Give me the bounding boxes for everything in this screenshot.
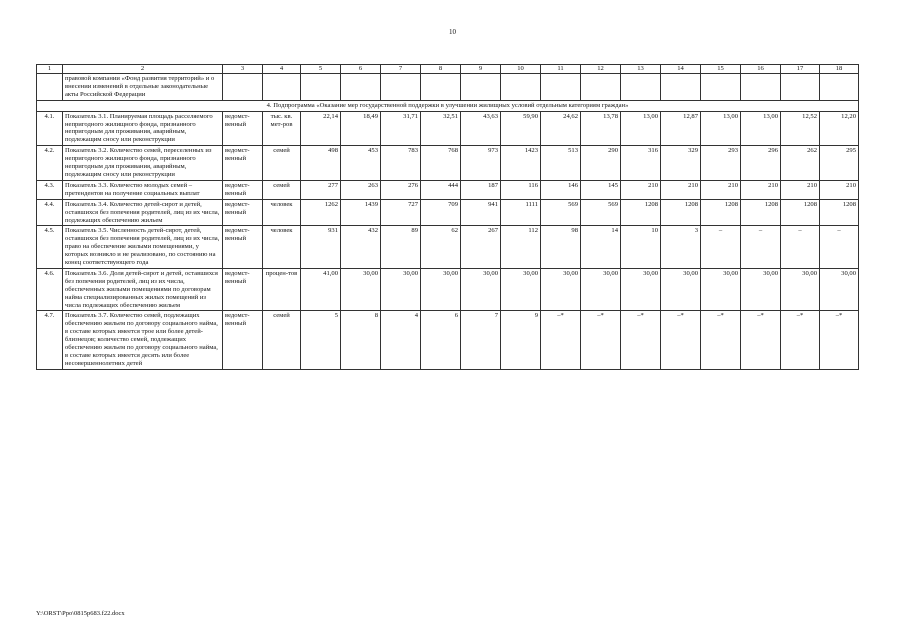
value-cell: –: [741, 226, 781, 269]
value-cell: 4: [381, 311, 421, 369]
value-cell: 709: [421, 199, 461, 226]
indicator-name: Показатель 3.4. Количество детей-сирот и детей, оставшихся без попечения родителей, лиц из их числа, подлежащих обеспечению жильем: [63, 199, 223, 226]
value-cell: 43,63: [461, 111, 501, 146]
value-cell: 14: [581, 226, 621, 269]
value-cell: 30,00: [621, 268, 661, 311]
value-cell: –: [781, 226, 820, 269]
value-cell: 30,00: [501, 268, 541, 311]
value-cell: 145: [581, 180, 621, 199]
indicator-name: Показатель 3.6. Доля детей-сирот и детей, оставшихся без попечения родителей, лиц из их числа, обеспеченных жилыми помещениями по договорам найма специализированных жилых помещений из числа подлежащих обеспечению жильем: [63, 268, 223, 311]
value-cell: 210: [741, 180, 781, 199]
indicator-unit: семей: [263, 311, 301, 369]
value-cell: 12,20: [820, 111, 859, 146]
value-cell: –*: [661, 311, 701, 369]
value-cell: 329: [661, 146, 701, 181]
value-cell: 30,00: [381, 268, 421, 311]
table-row: [37, 311, 859, 369]
value-cell: 1439: [341, 199, 381, 226]
value-cell: 1423: [501, 146, 541, 181]
value-cell: 931: [301, 226, 341, 269]
column-number: 11: [541, 65, 581, 74]
value-cell: 59,90: [501, 111, 541, 146]
empty-cell: [263, 74, 301, 101]
table-row: [37, 146, 859, 181]
value-cell: 262: [781, 146, 820, 181]
value-cell: 1208: [661, 199, 701, 226]
value-cell: 498: [301, 146, 341, 181]
indicator-name: Показатель 3.7. Количество семей, подлежащих обеспечению жильем по договору социального найма, в составе которых имеется трое или более детей-близнецов; количество семей, подлежащих обеспечению жильем по договору социального найма, в составе которых имеется десять или более несовершеннолетних детей: [63, 311, 223, 369]
value-cell: 30,00: [820, 268, 859, 311]
value-cell: 276: [381, 180, 421, 199]
column-number: 1: [37, 65, 63, 74]
indicator-name: Показатель 3.1. Планируемая площадь расселяемого непригодного жилищного фонда, признанного непригодным для проживания, аварийным, подлежащим сносу или реконструкции: [63, 111, 223, 146]
value-cell: 453: [341, 146, 381, 181]
table-row: [37, 199, 859, 226]
value-cell: 30,00: [741, 268, 781, 311]
row-id: 4.7.: [37, 311, 63, 369]
indicator-source: ведомст-венный: [223, 268, 263, 311]
column-number: 14: [661, 65, 701, 74]
column-number: 13: [621, 65, 661, 74]
column-number: 3: [223, 65, 263, 74]
value-cell: 1262: [301, 199, 341, 226]
value-cell: –*: [820, 311, 859, 369]
value-cell: 13,00: [741, 111, 781, 146]
value-cell: –*: [701, 311, 741, 369]
value-cell: 5: [301, 311, 341, 369]
column-number: 4: [263, 65, 301, 74]
value-cell: 277: [301, 180, 341, 199]
indicator-source: ведомст-венный: [223, 226, 263, 269]
value-cell: 263: [341, 180, 381, 199]
value-cell: 13,00: [701, 111, 741, 146]
empty-cell: [581, 74, 621, 101]
value-cell: 210: [661, 180, 701, 199]
value-cell: –*: [621, 311, 661, 369]
empty-cell: [541, 74, 581, 101]
continuation-row: [37, 74, 859, 101]
value-cell: 210: [701, 180, 741, 199]
value-cell: 210: [621, 180, 661, 199]
table-row: [37, 180, 859, 199]
column-number: 6: [341, 65, 381, 74]
indicator-name: Показатель 3.5. Численность детей-сирот, детей, оставшихся без попечения родителей, лиц из их числа, право на обеспечение жилыми помещениями, у которых возникло и не реализовано, по состоянию на конец соответствующего года: [63, 226, 223, 269]
row-id: 4.1.: [37, 111, 63, 146]
empty-cell: [223, 74, 263, 101]
column-number: 9: [461, 65, 501, 74]
value-cell: 8: [341, 311, 381, 369]
value-cell: 187: [461, 180, 501, 199]
empty-cell: [301, 74, 341, 101]
value-cell: 569: [581, 199, 621, 226]
value-cell: 7: [461, 311, 501, 369]
value-cell: –: [701, 226, 741, 269]
column-number-row: [37, 65, 859, 74]
column-number: 15: [701, 65, 741, 74]
table-row: [37, 268, 859, 311]
value-cell: 41,00: [301, 268, 341, 311]
value-cell: 89: [381, 226, 421, 269]
column-number: 8: [421, 65, 461, 74]
value-cell: 30,00: [421, 268, 461, 311]
value-cell: –*: [781, 311, 820, 369]
indicator-unit: человек: [263, 226, 301, 269]
value-cell: 1208: [820, 199, 859, 226]
empty-cell: [820, 74, 859, 101]
value-cell: 1208: [741, 199, 781, 226]
page-number: 10: [449, 28, 456, 36]
row-id: 4.6.: [37, 268, 63, 311]
column-number: 18: [820, 65, 859, 74]
value-cell: 32,51: [421, 111, 461, 146]
value-cell: 24,62: [541, 111, 581, 146]
indicator-unit: процен-тов: [263, 268, 301, 311]
column-number: 16: [741, 65, 781, 74]
value-cell: 13,78: [581, 111, 621, 146]
value-cell: –*: [581, 311, 621, 369]
value-cell: 1208: [621, 199, 661, 226]
value-cell: 12,87: [661, 111, 701, 146]
empty-cell: [621, 74, 661, 101]
value-cell: 146: [541, 180, 581, 199]
empty-cell: [381, 74, 421, 101]
value-cell: 6: [421, 311, 461, 369]
value-cell: 18,49: [341, 111, 381, 146]
value-cell: 10: [621, 226, 661, 269]
empty-cell: [461, 74, 501, 101]
value-cell: 210: [781, 180, 820, 199]
value-cell: 444: [421, 180, 461, 199]
value-cell: 267: [461, 226, 501, 269]
indicator-name: Показатель 3.2. Количество семей, переселенных из непригодного жилищного фонда, признанного непригодным для проживания, аварийным, подлежащим сносу или реконструкции: [63, 146, 223, 181]
indicator-unit: человек: [263, 199, 301, 226]
column-number: 7: [381, 65, 421, 74]
value-cell: 290: [581, 146, 621, 181]
indicator-source: ведомст-венный: [223, 311, 263, 369]
value-cell: 31,71: [381, 111, 421, 146]
empty-cell: [781, 74, 820, 101]
value-cell: 973: [461, 146, 501, 181]
value-cell: 62: [421, 226, 461, 269]
value-cell: 1208: [701, 199, 741, 226]
empty-cell: [661, 74, 701, 101]
value-cell: –*: [541, 311, 581, 369]
indicator-source: ведомст-венный: [223, 180, 263, 199]
indicator-unit: семей: [263, 180, 301, 199]
value-cell: 98: [541, 226, 581, 269]
value-cell: 768: [421, 146, 461, 181]
indicators-table: [36, 64, 859, 370]
value-cell: 293: [701, 146, 741, 181]
value-cell: 569: [541, 199, 581, 226]
section-row: [37, 100, 859, 111]
column-number: 17: [781, 65, 820, 74]
indicator-name: Показатель 3.3. Количество молодых семей – претендентов на получение социальных выплат: [63, 180, 223, 199]
empty-cell: [341, 74, 381, 101]
value-cell: 30,00: [581, 268, 621, 311]
column-number: 5: [301, 65, 341, 74]
indicator-unit: семей: [263, 146, 301, 181]
table-row: [37, 226, 859, 269]
table-row: [37, 111, 859, 146]
column-number: 12: [581, 65, 621, 74]
indicator-source: ведомст-венный: [223, 199, 263, 226]
value-cell: 30,00: [341, 268, 381, 311]
column-number: 10: [501, 65, 541, 74]
row-id: 4.2.: [37, 146, 63, 181]
row-id: 4.5.: [37, 226, 63, 269]
section-title: 4. Подпрограмма «Оказание мер государственной поддержки в улучшении жилищных условий отдельным категориям граждан»: [37, 100, 859, 111]
row-id: 4.4.: [37, 199, 63, 226]
value-cell: 30,00: [661, 268, 701, 311]
value-cell: 316: [621, 146, 661, 181]
value-cell: 116: [501, 180, 541, 199]
value-cell: 13,00: [621, 111, 661, 146]
value-cell: 1208: [781, 199, 820, 226]
indicator-source: ведомст-венный: [223, 111, 263, 146]
value-cell: 9: [501, 311, 541, 369]
value-cell: 783: [381, 146, 421, 181]
value-cell: 30,00: [701, 268, 741, 311]
value-cell: 12,52: [781, 111, 820, 146]
value-cell: 30,00: [461, 268, 501, 311]
value-cell: 22,14: [301, 111, 341, 146]
column-number: 2: [63, 65, 223, 74]
empty-cell: [37, 74, 63, 101]
value-cell: 513: [541, 146, 581, 181]
continuation-text: правовой компании «Фонд развития территорий» и о внесении изменений в отдельные законодательные акты Российской Федерации: [63, 74, 223, 101]
value-cell: 112: [501, 226, 541, 269]
value-cell: 295: [820, 146, 859, 181]
value-cell: 3: [661, 226, 701, 269]
value-cell: 1111: [501, 199, 541, 226]
value-cell: –: [820, 226, 859, 269]
empty-cell: [421, 74, 461, 101]
value-cell: 727: [381, 199, 421, 226]
value-cell: 432: [341, 226, 381, 269]
value-cell: 296: [741, 146, 781, 181]
empty-cell: [701, 74, 741, 101]
value-cell: 30,00: [541, 268, 581, 311]
empty-cell: [741, 74, 781, 101]
value-cell: 941: [461, 199, 501, 226]
footer-filepath: Y:\ORST\Ppo\0815p683.f22.docx: [36, 610, 125, 617]
value-cell: 30,00: [781, 268, 820, 311]
value-cell: –*: [741, 311, 781, 369]
indicator-source: ведомст-венный: [223, 146, 263, 181]
row-id: 4.3.: [37, 180, 63, 199]
indicator-unit: тыс. кв. мет-ров: [263, 111, 301, 146]
value-cell: 210: [820, 180, 859, 199]
empty-cell: [501, 74, 541, 101]
